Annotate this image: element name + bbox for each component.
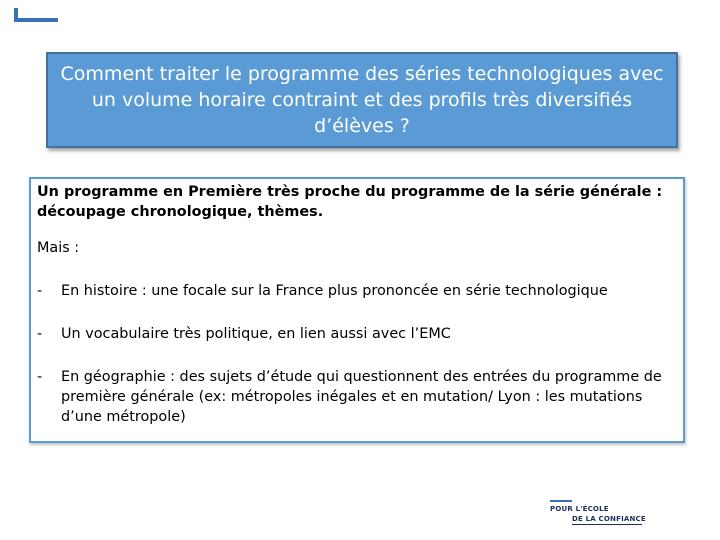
bullet-item	[37, 367, 677, 427]
bullet-item	[37, 281, 677, 301]
logo-underline	[572, 524, 642, 525]
corner-bracket-mark	[14, 8, 58, 22]
mais-label: Mais :	[37, 240, 80, 256]
bullet-dash: -	[37, 283, 43, 299]
logo-accent-bar	[550, 500, 572, 502]
bullet-text: En histoire : une focale sur la France plus prononcée en série technologique	[61, 283, 608, 299]
title-box	[46, 52, 678, 148]
logo-line-2: DE LA CONFIANCE	[572, 515, 646, 523]
bullet-item	[37, 324, 677, 344]
intro-paragraph: Un programme en Première très proche du programme de la série générale : découpage chronologique, thèmes.	[37, 184, 663, 220]
content-box	[29, 177, 685, 443]
ecole-confiance-logo	[548, 498, 648, 528]
bullet-dash: -	[37, 326, 43, 342]
bullet-dash: -	[37, 369, 43, 385]
logo-line-1: POUR L'ÉCOLE	[550, 505, 609, 513]
corner-bracket-horizontal	[14, 18, 58, 22]
slide-title: Comment traiter le programme des séries technologiques avec un volume horaire contraint et des profils très diversifiés d’élèves ?	[60, 63, 664, 137]
bullet-text: Un vocabulaire très politique, en lien aussi avec l’EMC	[61, 326, 451, 342]
bullet-text: En géographie : des sujets d’étude qui questionnent des entrées du programme de première générale (ex: métropoles inégales et en mutation/ Lyon : les mutations d’une métropole)	[61, 369, 662, 425]
